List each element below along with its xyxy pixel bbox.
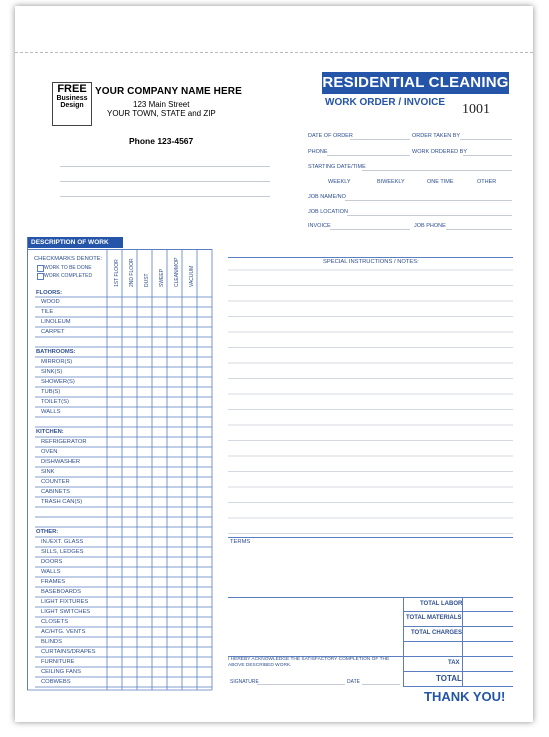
- item-row: REFRIGERATOR: [41, 439, 87, 445]
- item-row: CEILING FANS: [41, 669, 81, 675]
- date-label: DATE: [347, 679, 360, 685]
- section-kitchen: KITCHEN:: [36, 429, 64, 435]
- item-row: WALLS: [41, 409, 61, 415]
- frequency-weekly[interactable]: WEEKLY: [328, 179, 351, 185]
- job-phone-field[interactable]: [446, 229, 512, 230]
- order-taken-by-field[interactable]: [460, 139, 512, 140]
- item-row: BLINDS: [41, 639, 62, 645]
- company-logo: [52, 82, 92, 126]
- item-row: TILE: [41, 309, 54, 315]
- item-row: CABINETS: [41, 489, 70, 495]
- item-row: IN./EXT. GLASS: [41, 539, 84, 545]
- checkmarks-label: CHECKMARKS DENOTE:: [34, 256, 103, 262]
- job-name-field[interactable]: [345, 200, 512, 201]
- starting-date-label: STARTING DATE/TIME: [308, 164, 366, 170]
- item-row: TOILET(S): [41, 399, 69, 405]
- total-label: TOTAL: [436, 674, 462, 683]
- item-row: CURTAINS/DRAPES: [41, 649, 96, 655]
- date-of-order-label: DATE OF ORDER: [308, 133, 353, 139]
- invoice-field[interactable]: [330, 229, 410, 230]
- terms-top-rule: [228, 537, 513, 538]
- item-row: LIGHT FIXTURES: [41, 599, 89, 605]
- item-row: SILLS, LEDGES: [41, 549, 84, 555]
- item-row: DOORS: [41, 559, 63, 565]
- frequency-one-time[interactable]: ONE TIME: [427, 179, 454, 185]
- item-row: MIRROR(S): [41, 359, 73, 365]
- item-row: FRAMES: [41, 579, 66, 585]
- section-other: OTHER:: [36, 529, 59, 535]
- logo-line-1: FREE: [57, 83, 87, 95]
- form-banner: RESIDENTIAL CLEANING: [322, 72, 509, 94]
- notes-top-rule: [228, 257, 513, 258]
- item-row: OVEN: [41, 449, 58, 455]
- column-header: VACUUM: [189, 265, 195, 287]
- totals-top-rule: [228, 597, 513, 598]
- signature-field[interactable]: [257, 684, 345, 685]
- item-row: COBWEBS: [41, 679, 71, 685]
- terms-label: TERMS: [230, 539, 251, 545]
- form-subtitle: WORK ORDER / INVOICE: [325, 97, 446, 108]
- job-location-label: JOB LOCATION: [308, 209, 348, 215]
- item-row: LINOLEUM: [41, 319, 71, 325]
- job-phone-label: JOB PHONE: [414, 223, 446, 229]
- item-row: SHOWER(S): [41, 379, 75, 385]
- to-be-done-label: WORK TO BE DONE: [44, 265, 92, 271]
- thank-you-text: THANK YOU!: [424, 689, 506, 704]
- special-instructions-label: SPECIAL INSTRUCTIONS / NOTES:: [323, 259, 419, 265]
- company-phone: Phone 123-4567: [129, 136, 194, 146]
- item-row: WOOD: [41, 299, 60, 305]
- column-header: 2ND FLOOR: [129, 258, 135, 287]
- frequency-other[interactable]: OTHER: [477, 179, 497, 185]
- column-header: 1ST FLOOR: [114, 259, 120, 287]
- item-row: CLOSETS: [41, 619, 69, 625]
- column-header: CLEAN/MOP: [174, 257, 180, 287]
- item-row: BASEBOARDS: [41, 589, 81, 595]
- logo-line-2: Business: [56, 95, 88, 102]
- date-of-order-field[interactable]: [350, 139, 410, 140]
- date-field[interactable]: [362, 684, 400, 685]
- signature-label: SIGNATURE: [230, 679, 259, 685]
- column-header: DUST: [144, 273, 150, 287]
- totals-row-rule: [403, 686, 513, 687]
- address-line: [60, 166, 270, 167]
- section-bathrooms: BATHROOMS:: [36, 349, 76, 355]
- description-heading: DESCRIPTION OF WORK: [27, 237, 123, 248]
- item-row: COUNTER: [41, 479, 70, 485]
- starting-date-field[interactable]: [362, 170, 512, 171]
- item-row: LIGHT SWITCHES: [41, 609, 91, 615]
- job-name-label: JOB NAME/NO: [308, 194, 346, 200]
- address-line: [60, 196, 270, 197]
- logo-line-3: Design: [60, 102, 84, 109]
- item-row: CARPET: [41, 329, 65, 335]
- item-row: TUB(S): [41, 389, 61, 395]
- tax-label: TAX: [448, 660, 460, 666]
- phone-field[interactable]: [327, 155, 410, 156]
- acknowledge-text: I HEREBY ACKNOWLEDGE THE SATISFACTORY COMPLETION OF THE ABOVE DESCRIBED WORK.: [228, 657, 390, 668]
- item-row: AC/HTG. VENTS: [41, 629, 86, 635]
- item-row: TRASH CAN(S): [41, 499, 83, 505]
- order-taken-by-label: ORDER TAKEN BY: [412, 133, 461, 139]
- company-city: YOUR TOWN, STATE and ZIP: [107, 109, 216, 118]
- item-row: SINK: [41, 469, 55, 475]
- job-location-field[interactable]: [347, 215, 512, 216]
- address-line: [60, 181, 270, 182]
- totals-row-rule: [403, 641, 513, 642]
- work-ordered-by-label: WORK ORDERED BY: [412, 149, 468, 155]
- column-header: SWEEP: [159, 268, 165, 287]
- section-floors: FLOORS:: [36, 290, 63, 296]
- company-name: YOUR COMPANY NAME HERE: [95, 86, 242, 97]
- total-labor-label: TOTAL LABOR: [420, 601, 463, 607]
- totals-row-rule: [403, 626, 513, 627]
- invoice-number: 1001: [462, 102, 490, 117]
- completed-label: WORK COMPLETED: [44, 273, 93, 279]
- item-row: SINK(S): [41, 369, 63, 375]
- total-materials-label: TOTAL MATERIALS: [406, 615, 462, 621]
- totals-row-rule: [403, 611, 513, 612]
- item-row: FURNITURE: [41, 659, 75, 665]
- work-ordered-by-field[interactable]: [463, 155, 512, 156]
- total-charges-label: TOTAL CHARGES: [411, 630, 463, 636]
- totals-row-rule: [403, 671, 513, 672]
- perforation-line: [15, 52, 533, 53]
- phone-label: PHONE: [308, 149, 328, 155]
- invoice-label: INVOICE: [308, 223, 331, 229]
- company-street: 123 Main Street: [133, 100, 190, 109]
- item-row: WALLS: [41, 569, 61, 575]
- item-row: DISHWASHER: [41, 459, 81, 465]
- frequency-biweekly[interactable]: BIWEEKLY: [377, 179, 405, 185]
- notes-lines: [228, 262, 514, 602]
